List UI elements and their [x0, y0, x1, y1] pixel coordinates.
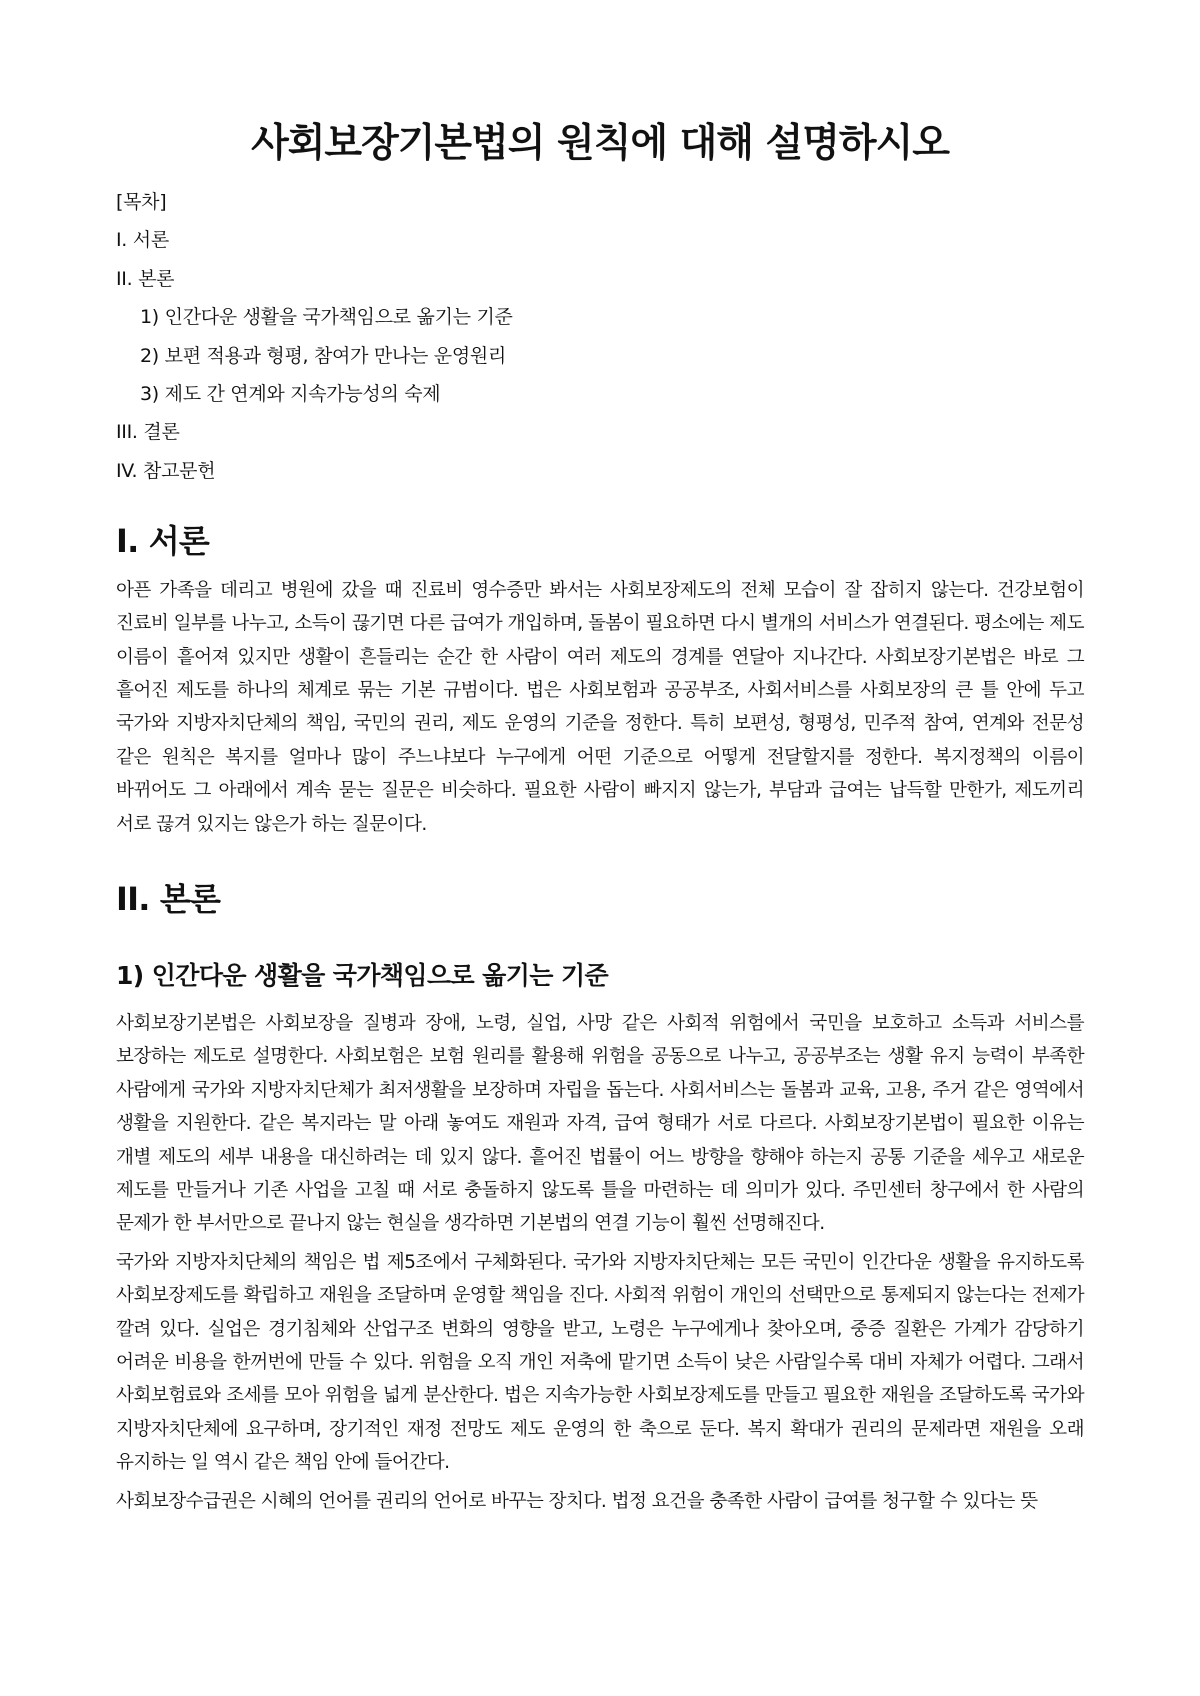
- toc-item-body-2: 2) 보편 적용과 형평, 참여가 만나는 운영원리: [140, 344, 506, 367]
- section-body-heading: II. 본론: [116, 879, 221, 918]
- subsection-1-paragraph-3: 사회보장수급권은 시혜의 언어를 권리의 언어로 바꾸는 장치다. 법정 요건을 충족한 사람이 급여를 청구할 수 있다는 뜻: [116, 1490, 1038, 1512]
- toc-heading: [목차]: [116, 191, 167, 213]
- toc-item-intro: I. 서론: [116, 229, 169, 252]
- subsection-1-heading: 1) 인간다운 생활을 국가책임으로 옮기는 기준: [116, 960, 609, 990]
- toc-item-references: IV. 참고문헌: [116, 459, 216, 482]
- document-title: 사회보장기본법의 원칙에 대해 설명하시오: [251, 121, 949, 166]
- subsection-1-paragraph-2: 국가와 지방자치단체의 책임은 법 제5조에서 구체화된다. 국가와 지방자치단체는 모든 국민이 인간다운 생활을 유지하도록 사회보장제도를 확립하고 재원을 조달하며 운영할 책임을 진다. 사회적 위험이 개인의 선택만으로 통제되지 않는다는 전제가 깔려 있다. 실업은 경기침체와 산업구조 변화의 영향을 받고, 노령은 누구에게나 찾아오며, 중증 질환은 가계가 감당하기 어려운 비용을 한꺼번에 만들 수 있다. 위험을 오직 개인 저축에 맡기면 소득이 낮은 사람일수록 대비 자체가 어렵다. 그래서 사회보험료와 조세를 모아 위험을 넓게 분산한다. 법은 지속가능한 사회보장제도를 만들고 필요한 재원을 조달하도록 국가와 지방자치단체에 요구하며, 장기적인 재정 전망도 제도 운영의 한 축으로 둔다. 복지 확대가 권리의 문제라면 재원을 오래 유지하는 일 역시 같은 책임 안에 들어간다.: [116, 1251, 1084, 1474]
- toc-item-body-3: 3) 제도 간 연계와 지속가능성의 숙제: [140, 382, 441, 405]
- section-intro-heading: I. 서론: [116, 521, 210, 560]
- subsection-1-paragraph-1: 사회보장기본법은 사회보장을 질병과 장애, 노령, 실업, 사망 같은 사회적 위험에서 국민을 보호하고 소득과 서비스를 보장하는 제도로 설명한다. 사회보험은 보험 원리를 활용해 위험을 공동으로 나누고, 공공부조는 생활 유지 능력이 부족한 사람에게 국가와 지방자치단체가 최저생활을 보장하며 자립을 돕는다. 사회서비스는 돌봄과 교육, 고용, 주거 같은 영역에서 생활을 지원한다. 같은 복지라는 말 아래 놓여도 재원과 자격, 급여 형태가 서로 다르다. 사회보장기본법이 필요한 이유는 개별 제도의 세부 내용을 대신하려는 데 있지 않다. 흩어진 법률이 어느 방향을 향해야 하는지 공통 기준을 세우고 새로운 제도를 만들거나 기존 사업을 고칠 때 서로 충돌하지 않도록 틀을 마련하는 데 의미가 있다. 주민센터 창구에서 한 사람의 문제가 한 부서만으로 끝나지 않는 현실을 생각하면 기본법의 연결 기능이 훨씬 선명해진다.: [116, 1012, 1084, 1235]
- toc-item-conclusion: III. 결론: [116, 421, 180, 444]
- intro-paragraph: 아픈 가족을 데리고 병원에 갔을 때 진료비 영수증만 봐서는 사회보장제도의 전체 모습이 잘 잡히지 않는다. 건강보험이 진료비 일부를 나누고, 소득이 끊기면 다른 급여가 개입하며, 돌봄이 필요하면 다시 별개의 서비스가 연결된다. 평소에는 제도 이름이 흩어져 있지만 생활이 흔들리는 순간 한 사람이 여러 제도의 경계를 연달아 지나간다. 사회보장기본법은 바로 그 흩어진 제도를 하나의 체계로 묶는 기본 규범이다. 법은 사회보험과 공공부조, 사회서비스를 사회보장의 큰 틀 안에 두고 국가와 지방자치단체의 책임, 국민의 권리, 제도 운영의 기준을 정한다. 특히 보편성, 형평성, 민주적 참여, 연계와 전문성 같은 원칙은 복지를 얼마나 많이 주느냐보다 누구에게 어떤 기준으로 어떻게 전달할지를 정한다. 복지정책의 이름이 바뀌어도 그 아래에서 계속 묻는 질문은 비슷하다. 필요한 사람이 빠지지 않는가, 부담과 급여는 납득할 만한가, 제도끼리 서로 끊겨 있지는 않은가 하는 질문이다.: [116, 579, 1084, 835]
- toc-item-body-1: 1) 인간다운 생활을 국가책임으로 옮기는 기준: [140, 306, 513, 329]
- table-of-contents: [116, 190, 1084, 483]
- toc-item-body: II. 본론: [116, 267, 175, 290]
